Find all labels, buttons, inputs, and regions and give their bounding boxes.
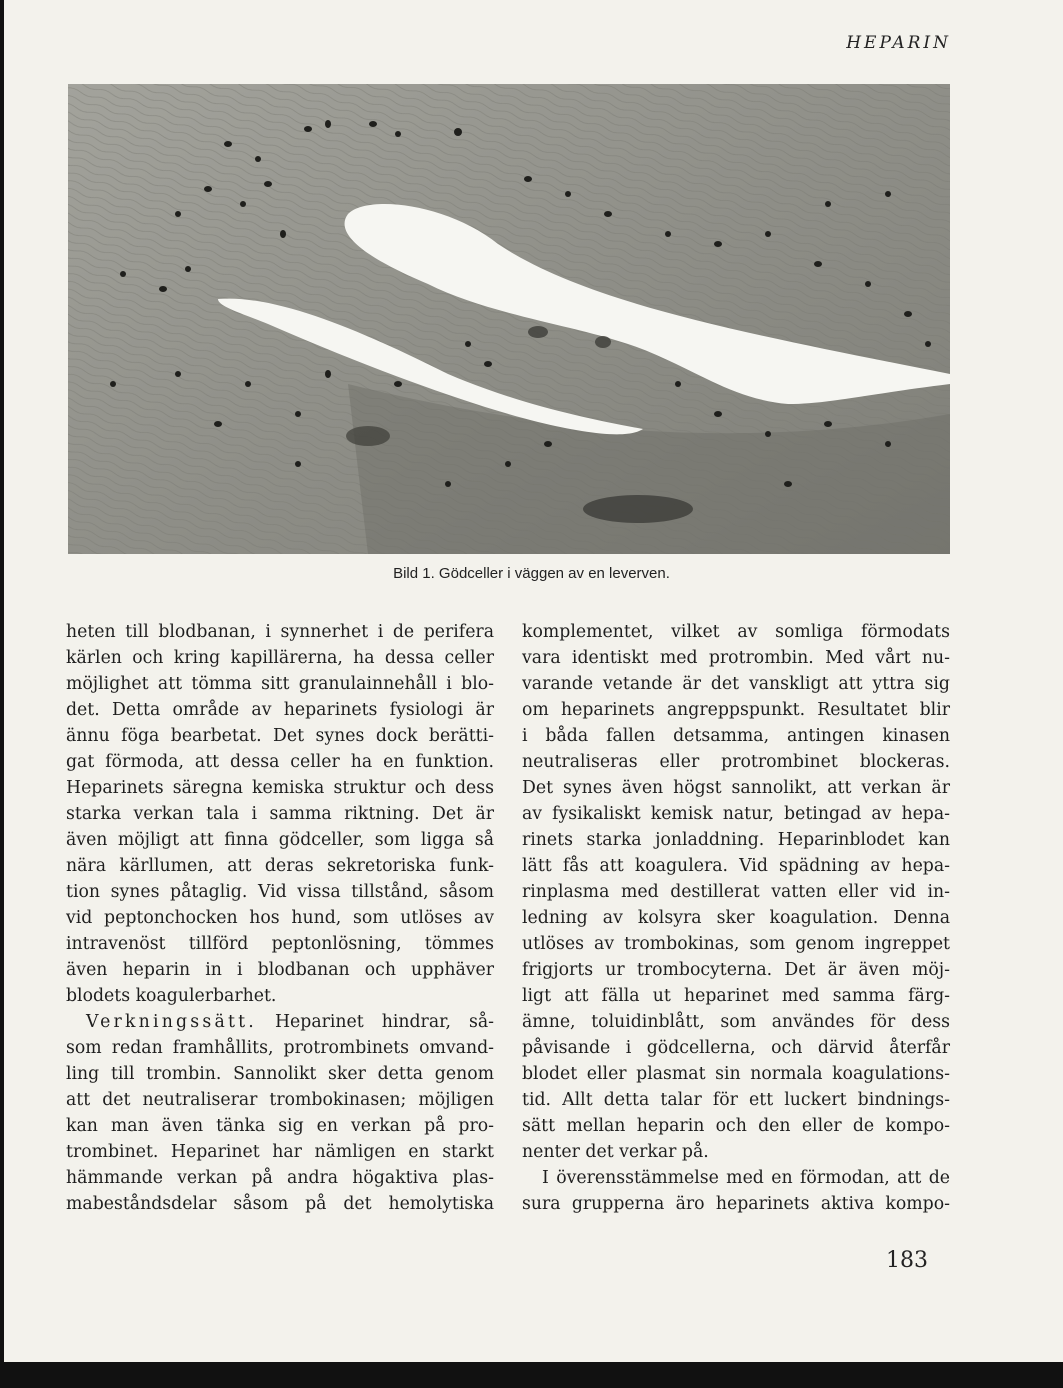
text-line: rinplasma med destillerat vatten eller vid in- [522,882,950,902]
right-column [522,619,950,1217]
text-line: kan man även tänka sig en verkan på pro- [66,1116,494,1136]
text-line: även möjligt att finna gödceller, som ligga så [66,830,494,850]
left-column [66,619,494,1217]
running-header: HEPARIN [846,33,951,53]
text-line: att det neutraliserar trombokinasen; möjligen [66,1090,494,1110]
text-line: varande vetande är det vanskligt att yttra sig [522,674,950,694]
page-number: 183 [886,1248,928,1273]
text-line: ling till trombin. Sannolikt sker detta genom [66,1064,494,1084]
text-line: hämmande verkan på andra högaktiva plas- [66,1168,494,1188]
text-line: tid. Allt detta talar för ett luckert bindnings- [522,1090,950,1110]
text-line: gat förmoda, att dessa celler ha en funktion. [66,752,494,772]
text-line: sätt mellan heparin och den eller de kompo- [522,1116,950,1136]
text-line: kärlen och kring kapillärerna, ha dessa celler [66,648,494,668]
text-line: påvisande i gödcellerna, och därvid återfår [522,1038,950,1058]
text-line: möjlighet att tömma sitt granulainnehåll i blo- [66,674,494,694]
text-line: lätt fås att koagulera. Vid spädning av hepa- [522,856,950,876]
text-line: ännu föga bearbetat. Det synes dock berätti- [66,726,494,746]
text-line: utlöses av trombokinas, som genom ingreppet [522,934,950,954]
text-line: nära kärllumen, att deras sekretoriska funk- [66,856,494,876]
right-paragraph-2 [522,1165,950,1217]
text-line: blodets koagulerbarhet. [66,986,277,1006]
scan-edge-bottom [0,1362,1063,1388]
scan-edge-left [0,0,4,1388]
text-line: rinets starka jonladdning. Heparinblodet kan [522,830,950,850]
text-line [66,1009,494,1035]
text-run: Heparinet hindrar, så- [274,1012,494,1032]
text-line: trombinet. Heparinet har nämligen en starkt [66,1142,494,1162]
text-line: Det synes även högst sannolikt, att verkan är [522,778,950,798]
section-run-in-heading: Verkningssätt. [86,1012,257,1032]
text-line: komplementet, vilket av somliga förmodats [522,622,950,642]
micrograph-image [68,84,950,554]
right-paragraph-1 [522,619,950,1165]
left-paragraph-1 [66,619,494,1009]
text-line: nenter det verkar på. [522,1142,709,1162]
text-line: det. Detta område av heparinets fysiologi är [66,700,494,720]
left-paragraph-2 [66,1009,494,1217]
text-line: I överensstämmelse med en förmodan, att de [542,1168,950,1188]
text-line: av fysikaliskt kemisk natur, betingad av hepa- [522,804,950,824]
text-line: blodet eller plasmat sin normala koagulations- [522,1064,950,1084]
text-line: starka verkan tala i samma riktning. Det är [66,804,494,824]
text-line: mabeståndsdelar såsom på det hemolytiska [66,1194,494,1214]
text-line: som redan framhållits, protrombinets omvand- [66,1038,494,1058]
text-line: sura grupperna äro heparinets aktiva kompo- [522,1194,950,1214]
figure-caption: Bild 1. Gödceller i väggen av en leverven. [393,565,670,582]
text-line: ledning av kolsyra sker koagulation. Denna [522,908,950,928]
text-line: frigjorts ur trombocyterna. Det är även möj- [522,960,950,980]
text-line: tion synes påtaglig. Vid vissa tillstånd, såsom [66,882,494,902]
text-line: även heparin in i blodbanan och upphäver [66,960,494,980]
text-line: vid peptonchocken hos hund, som utlöses av [66,908,494,928]
text-line: intravenöst tillförd peptonlösning, tömmes [66,934,494,954]
text-line: neutraliseras eller protrombinet blockeras. [522,752,950,772]
text-line: Heparinets säregna kemiska struktur och dess [66,778,494,798]
text-line: ämne, toluidinblått, som användes för dess [522,1012,950,1032]
text-line: i båda fallen detsamma, antingen kinasen [522,726,950,746]
text-line: ligt att fälla ut heparinet med samma färg- [522,986,950,1006]
text-line: heten till blodbanan, i synnerhet i de perifera [66,622,494,642]
micrograph-figure [68,84,950,554]
text-line: om heparinets angreppspunkt. Resultatet blir [522,700,950,720]
text-line: vara identiskt med protrombin. Med vårt nu- [522,648,950,668]
